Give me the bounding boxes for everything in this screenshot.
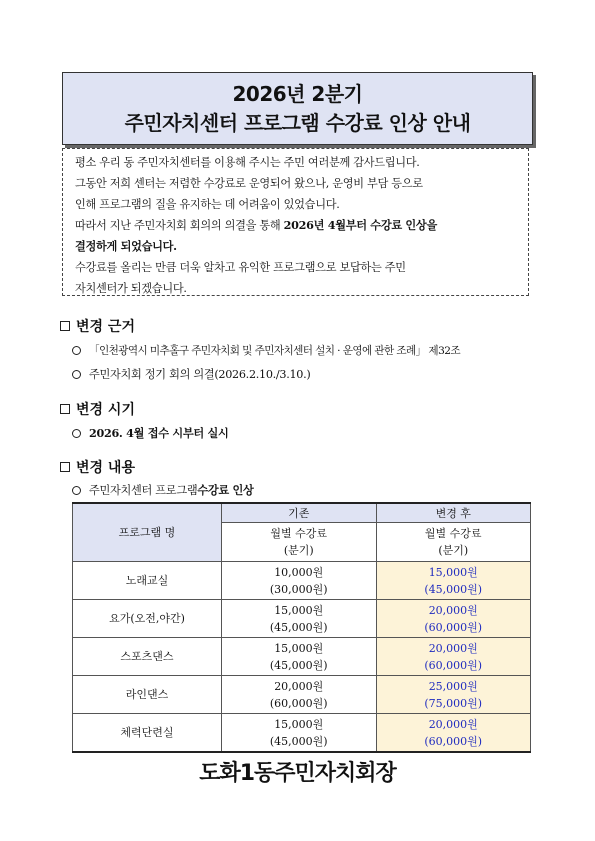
notice-box [62, 148, 529, 296]
table-row [73, 676, 531, 714]
program-name: 요가(오전,야간) [73, 600, 222, 638]
content-item-bold: 수강료 인상 [197, 483, 254, 497]
before-month: 15,000원 [274, 717, 324, 731]
after-month: 20,000원 [428, 603, 478, 617]
section-content-title: 변경 내용 [76, 460, 135, 476]
timing-item [72, 425, 228, 441]
table-header-row [73, 503, 531, 523]
before-quarter: (30,000원) [269, 582, 328, 596]
title-line-1: 2026년 2분기 [232, 81, 363, 106]
after-month: 20,000원 [428, 641, 478, 655]
basis-item-2 [72, 366, 310, 382]
footer-signature: 도화1동주민자치회장 [199, 761, 396, 786]
before-month: 15,000원 [274, 641, 324, 655]
table-row [73, 562, 531, 600]
section-timing-heading [60, 399, 135, 419]
before-month: 10,000원 [274, 565, 324, 579]
table-row [73, 714, 531, 753]
program-name: 라인댄스 [73, 676, 222, 714]
content-item [72, 482, 253, 498]
circle-bullet-icon [72, 486, 81, 495]
program-name: 체력단련실 [73, 714, 222, 753]
after-month: 25,000원 [428, 679, 478, 693]
section-basis-title: 변경 근거 [76, 319, 135, 335]
basis-item-2-text: 주민자치회 정기 회의 의결(2026.2.10./3.10.) [89, 368, 311, 381]
title-line-2: 주민자치센터 프로그램 수강료 인상 안내 [124, 110, 471, 135]
circle-bullet-icon [72, 346, 81, 355]
section-basis-heading [60, 316, 135, 336]
after-quarter: (60,000원) [424, 658, 483, 672]
notice-line-4-plain: 따라서 지난 주민자치회 회의의 의결을 통해 [75, 219, 284, 232]
notice-line-4 [75, 215, 520, 236]
after-month: 20,000원 [428, 717, 478, 731]
subcol-after-line-1: 월별 수강료 [424, 527, 482, 540]
circle-bullet-icon [72, 370, 81, 379]
circle-bullet-icon [72, 429, 81, 438]
subcol-before [222, 523, 377, 562]
after-quarter: (45,000원) [424, 582, 483, 596]
after-month: 15,000원 [428, 565, 478, 579]
notice-line-4-bold: 2026년 4월부터 수강료 인상을 [283, 218, 437, 232]
before-quarter: (60,000원) [269, 696, 328, 710]
square-bullet-icon [60, 321, 70, 331]
table-row [73, 600, 531, 638]
subcol-after-line-2: (분기) [438, 544, 469, 557]
before-fee [222, 714, 377, 753]
table-row [73, 638, 531, 676]
before-fee [222, 638, 377, 676]
section-content-heading [60, 457, 135, 477]
basis-item-1 [72, 343, 460, 358]
before-month: 15,000원 [274, 603, 324, 617]
subcol-after [376, 523, 531, 562]
notice-line-1: 평소 우리 동 주민자치센터를 이용해 주시는 주민 여러분께 감사드립니다. [75, 156, 420, 169]
basis-item-1-text: 「인천광역시 미추홀구 주민자치회 및 주민자치센터 설치 · 운영에 관한 조례」 제32조 [89, 345, 460, 357]
section-timing-title: 변경 시기 [76, 402, 135, 418]
notice-line-6: 수강료를 올리는 만큼 더욱 알차고 유익한 프로그램으로 보답하는 주민 [75, 261, 406, 274]
before-fee [222, 676, 377, 714]
before-quarter: (45,000원) [269, 620, 328, 634]
square-bullet-icon [60, 404, 70, 414]
notice-line-2: 그동안 저희 센터는 저렴한 수강료로 운영되어 왔으나, 운영비 부담 등으로 [75, 177, 423, 190]
after-fee [376, 638, 531, 676]
before-month: 20,000원 [274, 679, 324, 693]
subcol-before-line-2: (분기) [283, 544, 314, 557]
col-program-name: 프로그램 명 [73, 503, 222, 562]
after-quarter: (75,000원) [424, 696, 483, 710]
col-before: 기존 [222, 503, 377, 523]
before-quarter: (45,000원) [269, 658, 328, 672]
col-after: 변경 후 [376, 503, 531, 523]
program-name: 스포츠댄스 [73, 638, 222, 676]
content-item-plain: 주민자치센터 프로그램 [89, 484, 198, 497]
before-fee [222, 600, 377, 638]
subcol-before-line-1: 월별 수강료 [270, 527, 328, 540]
after-fee [376, 714, 531, 753]
program-name: 노래교실 [73, 562, 222, 600]
after-fee [376, 600, 531, 638]
after-fee [376, 562, 531, 600]
timing-item-text: 2026. 4월 접수 시부터 실시 [89, 426, 229, 440]
notice-line-5: 결정하게 되었습니다. [75, 239, 177, 253]
square-bullet-icon [60, 462, 70, 472]
fee-table [72, 502, 531, 753]
notice-line-3: 인해 프로그램의 질을 유지하는 데 어려움이 있었습니다. [75, 198, 340, 211]
after-quarter: (60,000원) [424, 734, 483, 748]
after-quarter: (60,000원) [424, 620, 483, 634]
before-fee [222, 562, 377, 600]
notice-line-7: 자치센터가 되겠습니다. [75, 282, 187, 295]
title-box [62, 72, 533, 145]
after-fee [376, 676, 531, 714]
before-quarter: (45,000원) [269, 734, 328, 748]
